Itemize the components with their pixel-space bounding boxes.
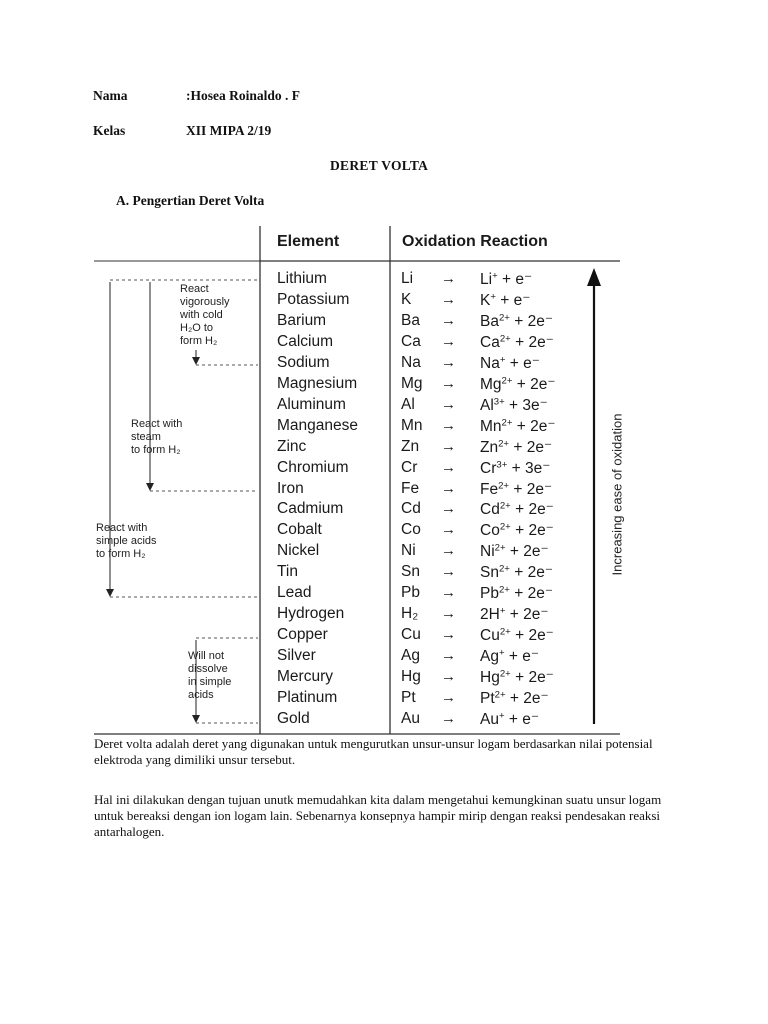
ion-charge: + bbox=[498, 647, 505, 659]
ion-charge: 2+ bbox=[499, 522, 511, 534]
electrons-released: + 2e⁻ bbox=[505, 690, 549, 707]
electrons-released: + 3e⁻ bbox=[504, 396, 548, 414]
ion-charge: 2+ bbox=[498, 312, 510, 324]
element-symbol: Zn bbox=[401, 437, 420, 455]
electrons-released: + e⁻ bbox=[504, 710, 540, 728]
paragraph-explanation: Hal ini dilakukan dengan tujuan unutk memudahkan kita dalam mengetahui kemungkinan suatu unsur logam untuk bereaksi dengan ion logam lain. Sebenarnya konsepnya hampir mirip dengan reaksi pendesakan reaksi antarhalogen. bbox=[94, 792, 662, 839]
element-name: Cadmium bbox=[277, 500, 344, 518]
oxidation-product bbox=[480, 291, 530, 310]
column-header-oxidation-reaction: Oxidation Reaction bbox=[402, 233, 548, 250]
element-name: Hydrogen bbox=[277, 605, 345, 623]
reaction-arrow: → bbox=[441, 353, 456, 371]
element-name: Lithium bbox=[277, 270, 327, 287]
reaction-arrow: → bbox=[441, 500, 456, 518]
product-ion: Ag bbox=[480, 648, 499, 666]
oxidation-product bbox=[480, 626, 554, 645]
element-name: Manganese bbox=[277, 416, 359, 434]
reaction-arrow: → bbox=[441, 668, 456, 686]
ion-charge: 2+ bbox=[494, 689, 506, 701]
element-symbol: Cu bbox=[401, 626, 421, 644]
oxidation-product bbox=[480, 417, 556, 436]
product-ion: Li bbox=[480, 271, 493, 288]
reaction-arrow: → bbox=[441, 311, 456, 329]
note-line: dissolve bbox=[188, 663, 228, 675]
electrons-released: + e⁻ bbox=[504, 648, 540, 666]
reaction-arrow: → bbox=[441, 395, 456, 413]
element-symbol: Al bbox=[401, 395, 415, 413]
element-symbol: Cr bbox=[401, 458, 418, 476]
oxidation-product bbox=[480, 438, 552, 457]
product-ion: Zn bbox=[480, 438, 499, 456]
oxidation-product bbox=[480, 563, 553, 582]
product-ion: Au bbox=[480, 710, 499, 728]
electrons-released: + 2e⁻ bbox=[512, 417, 556, 435]
electrons-released: + e⁻ bbox=[497, 271, 533, 288]
electrons-released: + 2e⁻ bbox=[505, 543, 549, 561]
electrons-released: + 2e⁻ bbox=[505, 606, 549, 624]
element-symbol: Pb bbox=[401, 584, 420, 602]
element-symbol: H₂ bbox=[401, 605, 419, 623]
product-ion: Mg bbox=[480, 375, 502, 393]
note-acids bbox=[96, 522, 157, 561]
reaction-arrow: → bbox=[441, 584, 456, 602]
element-symbol: Li bbox=[401, 270, 414, 287]
ion-charge: + bbox=[499, 605, 506, 617]
reaction-arrow: → bbox=[441, 437, 456, 455]
note-line: H₂O to bbox=[180, 322, 213, 334]
ion-charge: 3+ bbox=[493, 396, 505, 408]
element-name: Aluminum bbox=[277, 395, 346, 413]
product-ion: K bbox=[480, 291, 491, 309]
element-name: Cobalt bbox=[277, 521, 322, 539]
reaction-arrow: → bbox=[441, 290, 456, 308]
element-symbol: Fe bbox=[401, 479, 420, 497]
element-symbol: Ca bbox=[401, 332, 421, 350]
kelas-value: XII MIPA 2/19 bbox=[186, 123, 272, 138]
product-ion: Fe bbox=[480, 480, 499, 498]
oxidation-product bbox=[480, 605, 549, 624]
product-ion: Ca bbox=[480, 333, 500, 351]
product-ion: Hg bbox=[480, 669, 500, 687]
product-ion: Na bbox=[480, 354, 500, 372]
electrons-released: + 3e⁻ bbox=[507, 459, 551, 477]
electrons-released: + 2e⁻ bbox=[509, 438, 553, 456]
reaction-arrow: → bbox=[441, 458, 456, 476]
note-line: acids bbox=[188, 689, 214, 701]
nama-label: Nama bbox=[93, 88, 128, 103]
electrons-released: + 2e⁻ bbox=[512, 375, 556, 393]
ion-charge: 2+ bbox=[501, 417, 513, 429]
oxidation-product bbox=[480, 584, 553, 603]
note-line: steam bbox=[131, 431, 161, 443]
element-name: Lead bbox=[277, 584, 312, 602]
element-name: Iron bbox=[277, 479, 304, 497]
note-line: to form H₂ bbox=[96, 548, 146, 560]
electrons-released: + 2e⁻ bbox=[510, 627, 554, 645]
oxidation-product bbox=[480, 668, 554, 687]
product-ion: Cr bbox=[480, 459, 497, 477]
oxidation-arrowhead bbox=[587, 268, 601, 286]
ion-charge: 2+ bbox=[498, 438, 510, 450]
ion-charge: 2+ bbox=[499, 626, 511, 638]
element-name: Potassium bbox=[277, 290, 350, 308]
oxidation-product bbox=[480, 396, 548, 415]
oxidation-product bbox=[480, 270, 532, 289]
product-ion: 2H bbox=[480, 606, 500, 624]
note-line: form H₂ bbox=[180, 335, 218, 347]
note-line: React with bbox=[96, 522, 148, 534]
product-ion: Pb bbox=[480, 585, 499, 603]
element-name: Sodium bbox=[277, 353, 330, 371]
element-symbol: Cd bbox=[401, 500, 421, 518]
ion-charge: 3+ bbox=[496, 459, 508, 471]
element-name: Magnesium bbox=[277, 374, 358, 392]
ion-charge: + bbox=[492, 270, 498, 282]
electrons-released: + 2e⁻ bbox=[509, 312, 554, 330]
ion-charge: 2+ bbox=[501, 375, 513, 387]
section-heading-a: A. Pengertian Deret Volta bbox=[116, 193, 265, 208]
reaction-arrow: → bbox=[441, 542, 456, 560]
ion-charge: + bbox=[498, 710, 505, 722]
oxidation-product bbox=[480, 689, 549, 708]
electrons-released: + e⁻ bbox=[495, 291, 531, 309]
product-ion: Mn bbox=[480, 417, 502, 435]
reaction-arrow: → bbox=[441, 374, 456, 392]
element-symbol: Mn bbox=[401, 416, 423, 434]
reaction-arrow: → bbox=[441, 332, 456, 350]
note-line: with cold bbox=[180, 309, 223, 321]
electrons-released: + 2e⁻ bbox=[509, 480, 553, 498]
reaction-arrow: → bbox=[441, 605, 456, 623]
reaction-arrow: → bbox=[441, 647, 456, 665]
product-ion: Ba bbox=[480, 312, 499, 330]
product-ion: Pt bbox=[480, 690, 495, 707]
ion-charge: 2+ bbox=[499, 501, 511, 513]
element-name: Nickel bbox=[277, 542, 320, 560]
element-symbol: Ag bbox=[401, 647, 420, 665]
oxidation-product bbox=[480, 459, 550, 478]
oxidation-product bbox=[480, 480, 552, 499]
element-symbol: Mg bbox=[401, 374, 423, 392]
note-line: React with bbox=[131, 418, 183, 430]
reaction-arrow: → bbox=[441, 563, 456, 581]
ion-charge: 2+ bbox=[499, 333, 511, 345]
element-symbol: Au bbox=[401, 709, 420, 727]
reaction-arrow: → bbox=[441, 626, 456, 644]
reaction-arrow: → bbox=[441, 479, 456, 497]
product-ion: Co bbox=[480, 522, 500, 540]
oxidation-product bbox=[480, 500, 554, 519]
element-symbol: Ni bbox=[401, 542, 416, 560]
note-line: to form H₂ bbox=[131, 444, 181, 456]
note-line: React bbox=[180, 283, 209, 295]
oxidation-product bbox=[480, 375, 556, 394]
product-ion: Sn bbox=[480, 564, 499, 582]
electrons-released: + 2e⁻ bbox=[510, 522, 554, 540]
reaction-arrow: → bbox=[441, 416, 456, 434]
electrons-released: + 2e⁻ bbox=[509, 564, 554, 582]
element-name: Copper bbox=[277, 626, 328, 644]
element-name: Chromium bbox=[277, 458, 349, 476]
reaction-arrow: → bbox=[441, 270, 456, 287]
oxidation-product bbox=[480, 333, 554, 352]
oxidation-product bbox=[480, 710, 539, 729]
note-line: in simple bbox=[188, 676, 232, 688]
element-symbol: Ba bbox=[401, 311, 420, 329]
acids-arrowhead bbox=[106, 589, 114, 597]
column-header-element: Element bbox=[277, 233, 340, 250]
element-symbol: Co bbox=[401, 521, 421, 539]
nama-value: :Hosea Roinaldo . F bbox=[186, 88, 301, 103]
reaction-arrow: → bbox=[441, 521, 456, 539]
note-steam bbox=[131, 418, 182, 457]
electrons-released: + 2e⁻ bbox=[510, 333, 554, 351]
reaction-arrow: → bbox=[441, 709, 456, 727]
product-ion: Cu bbox=[480, 627, 500, 645]
oxidation-product bbox=[480, 354, 540, 373]
electrons-released: + e⁻ bbox=[505, 354, 540, 372]
element-symbol: Sn bbox=[401, 563, 420, 581]
ion-charge: + bbox=[499, 354, 506, 366]
element-symbol: K bbox=[401, 290, 412, 308]
ion-charge: 2+ bbox=[498, 480, 510, 492]
element-name: Silver bbox=[277, 647, 316, 665]
product-ion: Ni bbox=[480, 543, 495, 561]
oxidation-product bbox=[480, 647, 539, 666]
steam-arrowhead bbox=[146, 483, 154, 491]
oxidation-product bbox=[480, 312, 553, 331]
element-name: Platinum bbox=[277, 689, 338, 706]
kelas-label: Kelas bbox=[93, 123, 126, 138]
oxidation-product bbox=[480, 542, 549, 561]
ion-charge: 2+ bbox=[494, 543, 506, 555]
element-name: Calcium bbox=[277, 332, 333, 350]
element-name: Zinc bbox=[277, 437, 307, 455]
document-title: DERET VOLTA bbox=[330, 158, 429, 173]
note-line: vigorously bbox=[180, 296, 230, 308]
element-symbol: Pt bbox=[401, 689, 416, 706]
oxidation-product bbox=[480, 521, 554, 540]
product-ion: Al bbox=[480, 396, 494, 414]
electrons-released: + 2e⁻ bbox=[510, 669, 554, 687]
ion-charge: + bbox=[490, 291, 496, 303]
ion-charge: 2+ bbox=[498, 564, 510, 576]
axis-label-increasing-oxidation: Increasing ease of oxidation bbox=[609, 413, 625, 576]
element-name: Gold bbox=[277, 709, 310, 727]
element-symbol: Na bbox=[401, 353, 421, 371]
element-name: Barium bbox=[277, 311, 327, 329]
no-dissolve-arrowhead bbox=[192, 715, 200, 723]
element-name: Mercury bbox=[277, 668, 333, 686]
electrons-released: + 2e⁻ bbox=[509, 585, 554, 603]
note-line: simple acids bbox=[96, 535, 157, 547]
cold-water-arrowhead bbox=[192, 357, 200, 365]
electrons-released: + 2e⁻ bbox=[510, 501, 554, 519]
reaction-arrow: → bbox=[441, 689, 456, 706]
element-symbol: Hg bbox=[401, 668, 421, 686]
note-cold-water bbox=[180, 283, 230, 348]
ion-charge: 2+ bbox=[499, 668, 511, 680]
ion-charge: 2+ bbox=[498, 584, 510, 596]
element-name: Tin bbox=[277, 563, 298, 581]
paragraph-definition: Deret volta adalah deret yang digunakan untuk mengurutkan unsur-unsur logam berdasarkan nilai potensial elektroda yang dimiliki unsur tersebut. bbox=[94, 736, 653, 767]
product-ion: Cd bbox=[480, 501, 500, 519]
note-no-dissolve bbox=[188, 650, 231, 702]
note-line: Will not bbox=[188, 650, 225, 662]
